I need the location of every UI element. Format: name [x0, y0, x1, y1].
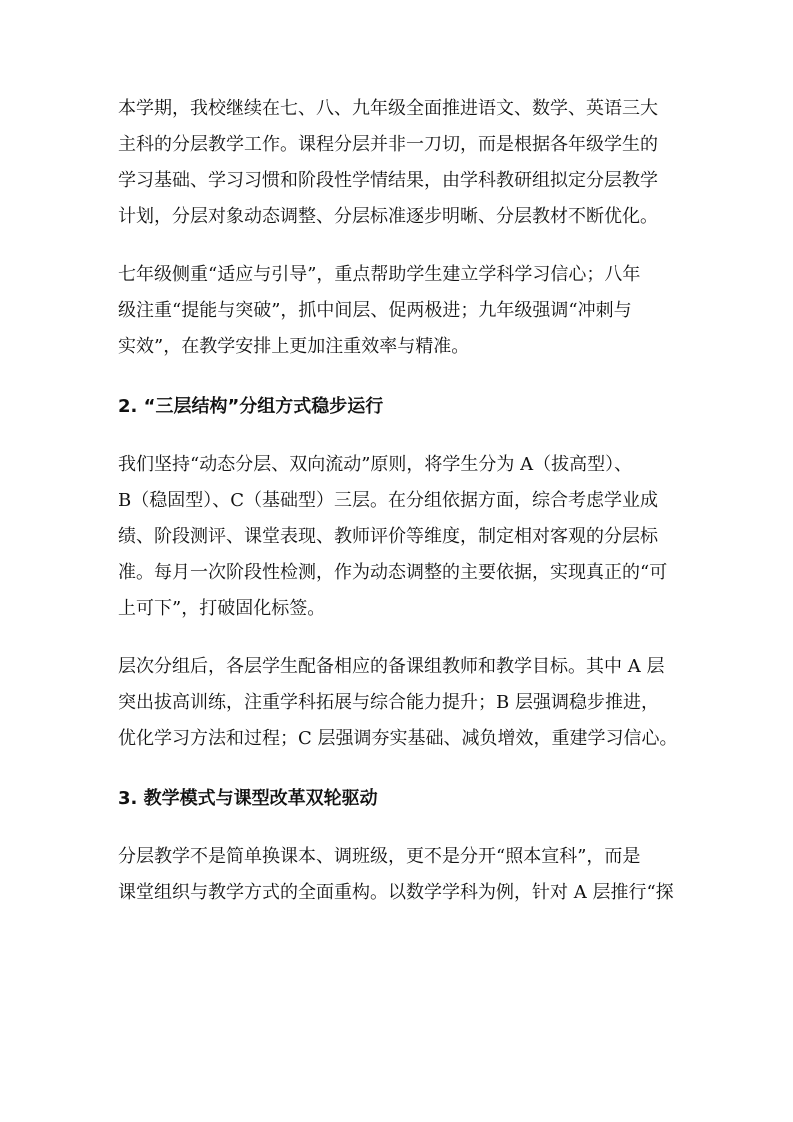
- document-page: [118, 91, 678, 911]
- section-heading-3: 3. 教学模式与课型改革双轮驱动: [118, 788, 378, 809]
- paragraph-3: [118, 447, 678, 627]
- text-line: 突出拔高训练，注重学科拓展与综合能力提升；B 层强调稳步推进，: [118, 692, 659, 713]
- text-line: 主科的分层教学工作。课程分层并非一刀切，而是根据各年级学生的: [118, 134, 658, 155]
- text-line: 分层教学不是简单换课本、调班级，更不是分开“照本宣科”，而是: [118, 846, 641, 867]
- text-line: 级注重“提能与突破”，抓中间层、促两极进；九年级强调“冲刺与: [118, 300, 632, 321]
- text-line: 学习基础、学习习惯和阶段性学情结果，由学科教研组拟定分层教学: [118, 170, 658, 191]
- text-line: 上可下”，打破固化标签。: [118, 598, 326, 619]
- text-line: 我们坚持“动态分层、双向流动”原则，将学生分为 A（拔高型）、: [118, 454, 633, 475]
- paragraph-5: [118, 839, 678, 911]
- text-line: B（稳固型）、C（基础型）三层。在分组依据方面，综合考虑学业成: [118, 490, 658, 511]
- paragraph-2: [118, 257, 678, 365]
- text-line: 实效”，在教学安排上更加注重效率与精准。: [118, 336, 470, 357]
- text-line: 优化学习方法和过程；C 层强调夯实基础、减负增效，重建学习信心。: [118, 728, 678, 749]
- paragraph-1: [118, 91, 678, 235]
- text-line: 绩、阶段测评、课堂表现、教师评价等维度，制定相对客观的分层标: [118, 526, 658, 547]
- text-line: 本学期，我校继续在七、八、九年级全面推进语文、数学、英语三大: [118, 98, 658, 119]
- text-line: 层次分组后，各层学生配备相应的备课组教师和教学目标。其中 A 层: [118, 656, 665, 677]
- section-heading-2: 2. “三层结构”分组方式稳步运行: [118, 396, 384, 417]
- text-line: 七年级侧重“适应与引导”，重点帮助学生建立学科学习信心；八年: [118, 264, 641, 285]
- text-line: 准。每月一次阶段性检测，作为动态调整的主要依据，实现真正的“可: [118, 562, 668, 583]
- paragraph-4: [118, 649, 678, 757]
- text-line: 课堂组织与教学方式的全面重构。以数学学科为例，针对 A 层推行“探: [118, 882, 674, 903]
- text-line: 计划，分层对象动态调整、分层标准逐步明晰、分层教材不断优化。: [118, 206, 658, 227]
